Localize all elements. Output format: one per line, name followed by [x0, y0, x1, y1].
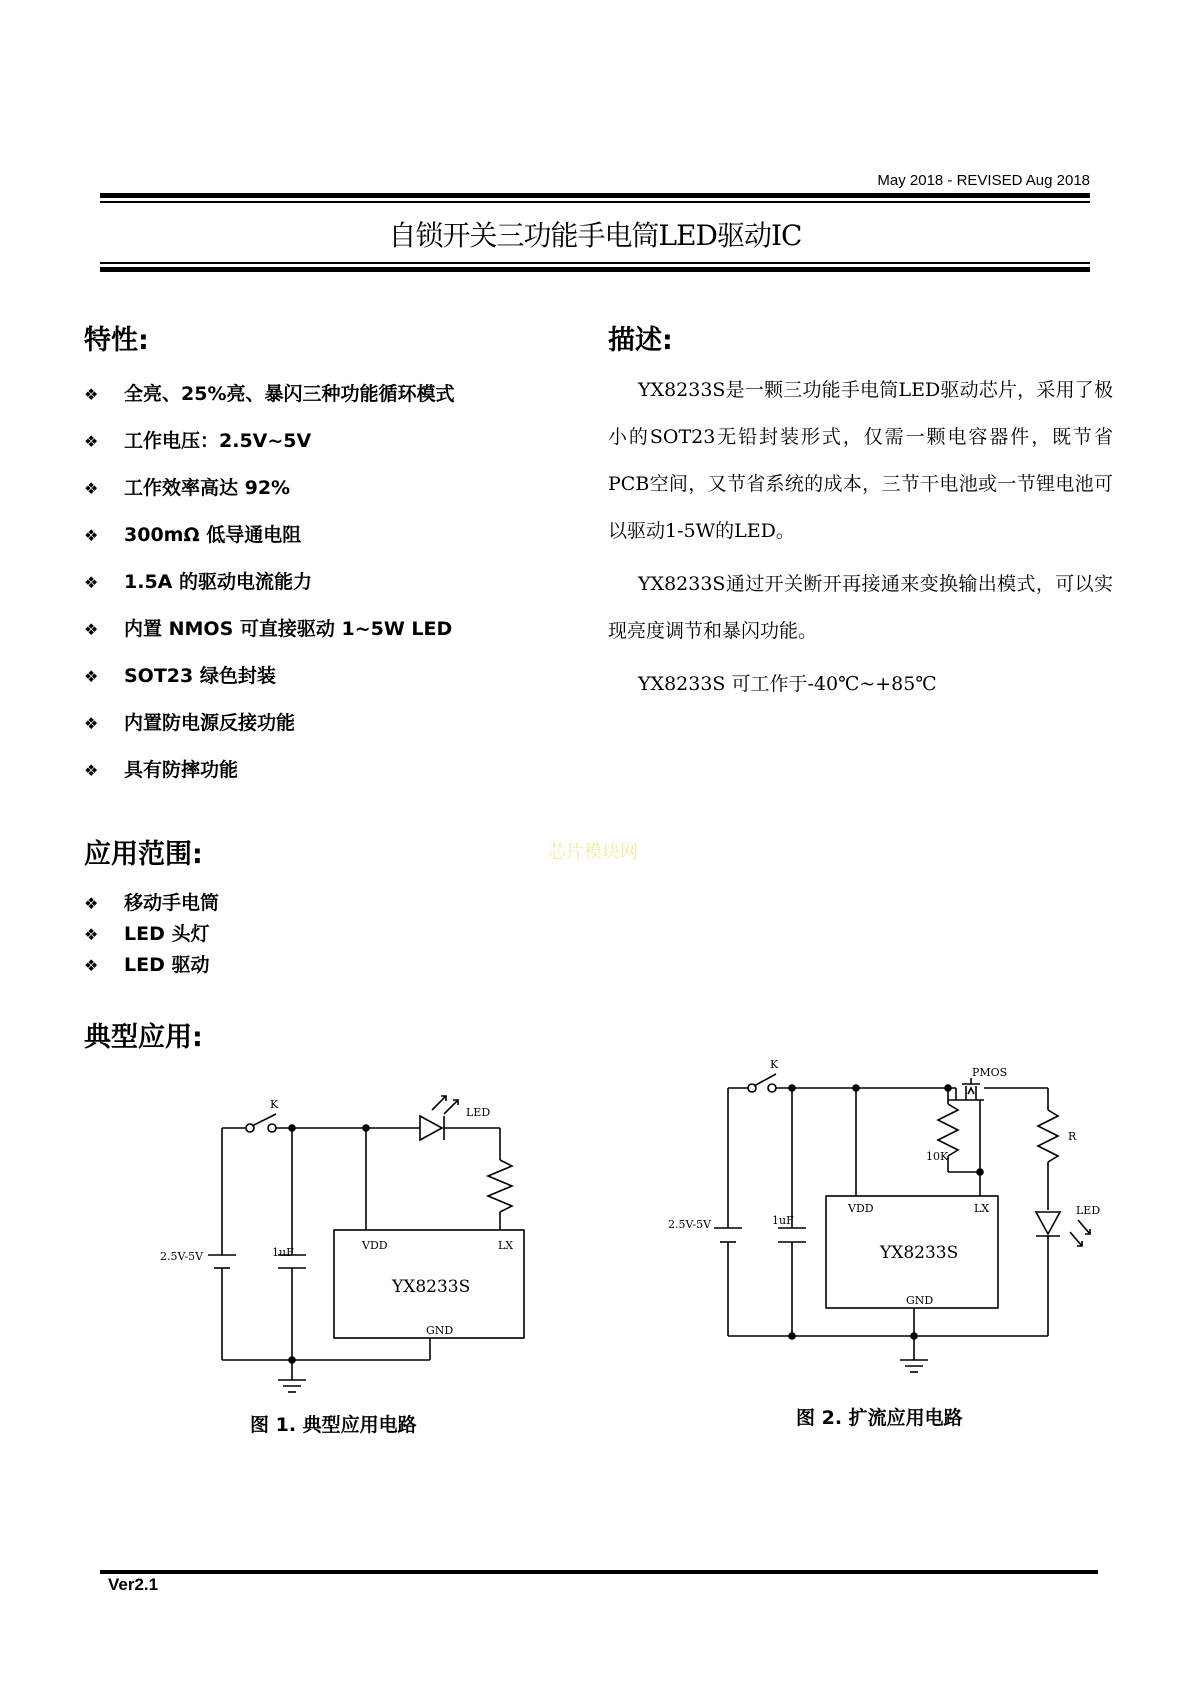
switch-label: K	[270, 1098, 279, 1111]
gnd-label: GND	[906, 1294, 934, 1307]
feature-item: ❖ 工作效率高达 92%	[84, 477, 291, 499]
vdd-label: VDD	[848, 1202, 874, 1215]
figure-1-caption: 图 1. 典型应用电路	[250, 1414, 417, 1436]
feature-item: ❖ 300mΩ 低导通电阻	[84, 524, 302, 546]
supply-label: 2.5V-5V	[160, 1250, 204, 1263]
pmos-label: PMOS	[972, 1066, 1008, 1079]
watermark: 芯片模块网	[548, 842, 638, 863]
lx-label: LX	[974, 1202, 990, 1215]
bullet-icon: ❖	[84, 761, 99, 780]
bullet-icon: ❖	[84, 573, 99, 592]
feature-item: ❖ SOT23 绿色封装	[84, 665, 276, 687]
switch-label: K	[770, 1058, 779, 1071]
typical-heading: 典型应用:	[84, 1022, 203, 1053]
feature-item: ❖ 具有防摔功能	[84, 759, 239, 781]
feature-item: ❖ 内置防电源反接功能	[84, 712, 296, 734]
gnd-label: GND	[426, 1324, 454, 1337]
chip-label: YX8233S	[392, 1277, 471, 1297]
bullet-icon: ❖	[84, 385, 99, 404]
bullet-icon: ❖	[84, 620, 99, 639]
feature-item: ❖ 1.5A 的驱动电流能力	[84, 571, 312, 593]
bullet-icon: ❖	[84, 894, 99, 913]
res10k-label: 10K	[926, 1150, 949, 1163]
description-paragraph: YX8233S是一颗三功能手电筒LED驱动芯片，采用了极小的SOT23无铅封装形式，仅需一颗电容器件，既节省PCB空间，又节省系统的成本，三节干电池或一节锂电池可以驱动1-5W的LED。	[608, 379, 1113, 542]
applications-heading: 应用范围:	[84, 839, 203, 870]
lx-label: LX	[498, 1239, 514, 1252]
bullet-icon: ❖	[84, 925, 99, 944]
bullet-icon: ❖	[84, 714, 99, 733]
r-label: R	[1068, 1130, 1077, 1143]
description-paragraph: YX8233S通过开关断开再接通来变换输出模式，可以实现亮度调节和暴闪功能。	[608, 573, 1113, 642]
document-title: 自锁开关三功能手电筒LED驱动IC	[388, 219, 802, 252]
led-label: LED	[466, 1106, 491, 1119]
figure-2-circuit	[714, 1074, 1090, 1372]
application-item: ❖ 移动手电筒	[84, 892, 220, 914]
revision-date: May 2018 - REVISED Aug 2018	[877, 172, 1090, 189]
bullet-icon: ❖	[84, 956, 99, 975]
features-heading: 特性:	[84, 325, 149, 356]
footer-rule	[100, 1570, 1098, 1574]
feature-item: ❖ 全亮、25%亮、暴闪三种功能循环模式	[84, 383, 455, 405]
application-item: ❖ LED 驱动	[84, 954, 210, 976]
bullet-icon: ❖	[84, 479, 99, 498]
version-label: Ver2.1	[108, 1575, 159, 1594]
cap-label: 1uF	[772, 1214, 794, 1227]
bullet-icon: ❖	[84, 432, 99, 451]
bullet-icon: ❖	[84, 526, 99, 545]
bullet-icon: ❖	[84, 667, 99, 686]
feature-item: ❖ 工作电压：2.5V~5V	[84, 430, 312, 452]
description-paragraph: YX8233S 可工作于-40℃~+85℃	[638, 673, 937, 695]
supply-label: 2.5V-5V	[668, 1218, 712, 1231]
vdd-label: VDD	[362, 1239, 388, 1252]
figure-2-caption: 图 2. 扩流应用电路	[796, 1407, 963, 1429]
chip-label: YX8233S	[880, 1243, 959, 1263]
description-heading: 描述:	[608, 325, 673, 356]
led-label: LED	[1076, 1204, 1101, 1217]
feature-item: ❖ 内置 NMOS 可直接驱动 1~5W LED	[84, 618, 453, 640]
cap-label: 1uF	[272, 1246, 294, 1259]
application-item: ❖ LED 头灯	[84, 923, 210, 945]
